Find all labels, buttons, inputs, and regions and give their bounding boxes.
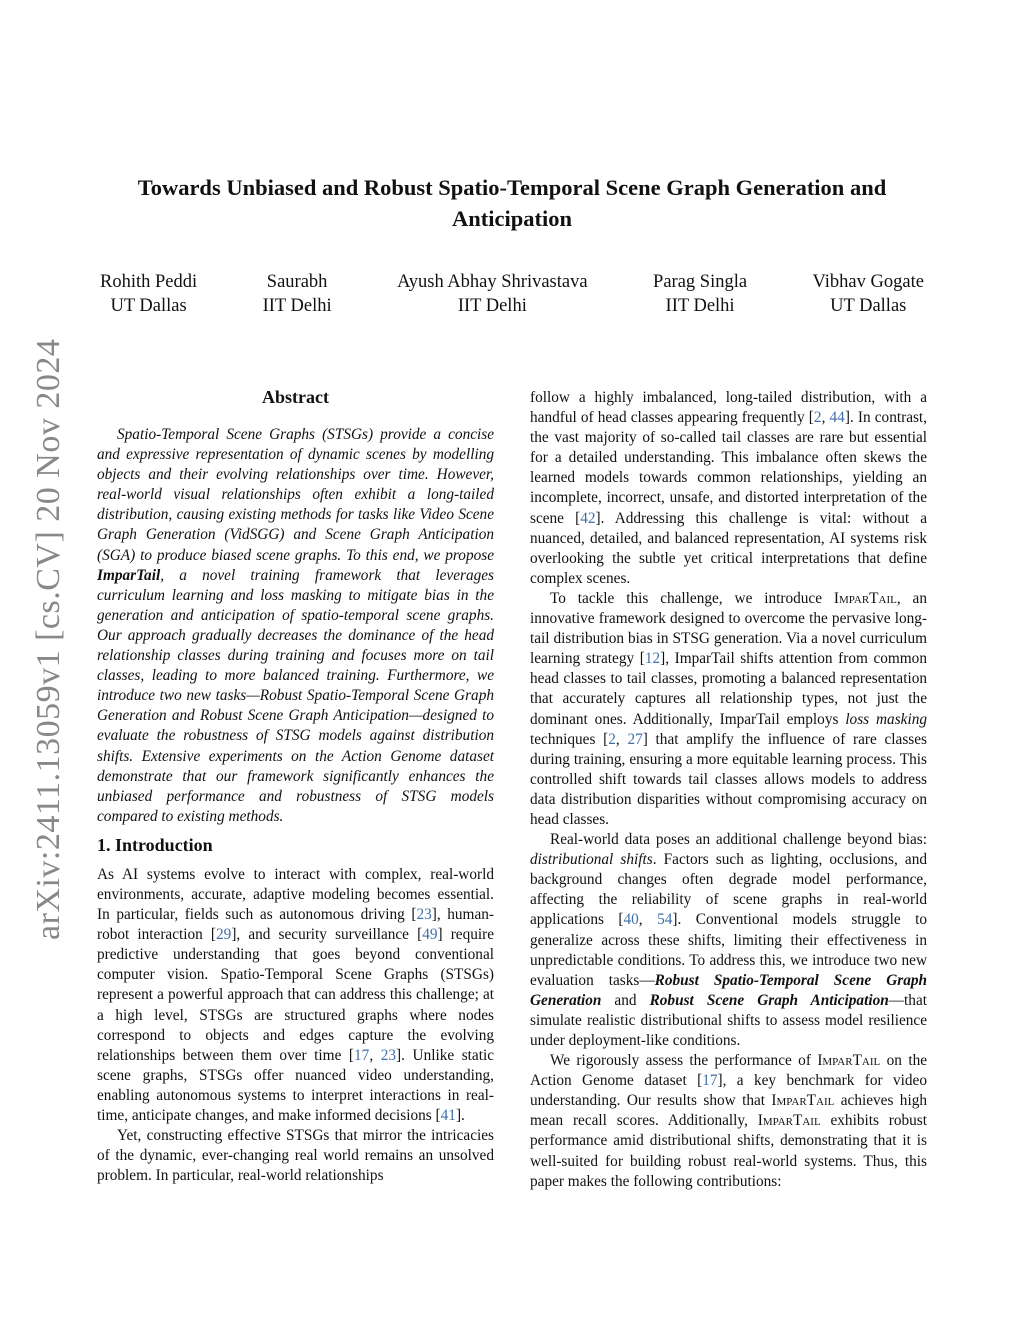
author-affiliation: UT Dallas	[110, 296, 187, 316]
author-name: Rohith Peddi	[100, 272, 198, 292]
author-name: Ayush Abhay Shrivastava	[397, 272, 588, 292]
citation-link[interactable]: 40	[623, 911, 639, 929]
citation-link[interactable]: 17	[354, 1046, 370, 1064]
author-block	[263, 270, 332, 318]
paragraph-text: . Factors such as lighting, occlusions, and background changes often degrade model performance, affecting the reliability of scene graphs in real-world applications [	[530, 851, 927, 929]
citation-link[interactable]: 2	[608, 730, 616, 748]
citation-link[interactable]: 41	[440, 1107, 456, 1124]
author-block	[100, 270, 197, 318]
emphasis-text: distributional shifts	[530, 851, 653, 869]
author-block	[397, 270, 587, 318]
paragraph-text: To tackle this challenge, we introduce	[550, 589, 834, 607]
method-name: ImparTail	[833, 589, 897, 607]
citation-link[interactable]: 27	[627, 730, 643, 748]
method-name: ImparTail	[97, 566, 161, 584]
method-name: ImparTail	[817, 1052, 881, 1070]
citation-link[interactable]: 44	[829, 409, 845, 427]
citation-link[interactable]: 42	[580, 509, 596, 527]
paragraph-text: ], and security surveillance [	[231, 926, 423, 944]
paragraph-text: techniques [	[530, 730, 609, 748]
abstract-text	[97, 425, 494, 827]
paragraph-text: ]. Addressing this challenge is vital: without a nuanced, detailed, and balanced representation, AI systems risk overlooking the subtle yet critical interpretations that define complex scenes.	[530, 509, 928, 587]
paragraph-text: achieves high mean recall scores. Additionally,	[530, 1092, 927, 1130]
author-name: Parag Singla	[653, 272, 748, 292]
paragraph-text: follow a highly imbalanced, long-tailed distribution, with a handful of head classes appearing frequently [	[530, 389, 927, 427]
abstract-heading: Abstract	[262, 387, 329, 407]
task-name: Robust Spatio-Temporal Scene Graph Generation	[530, 971, 927, 1009]
author-list	[100, 270, 924, 318]
method-name: ImparTail	[771, 1092, 835, 1110]
paragraph-text: and	[601, 991, 650, 1009]
paragraph-text: ], a key benchmark for video understanding. Our results show that	[530, 1072, 927, 1110]
author-block	[813, 270, 924, 318]
paragraph-text: ], human-robot interaction [	[97, 906, 494, 944]
citation-link[interactable]: 23	[380, 1046, 397, 1064]
paragraph-text: ,	[369, 1046, 381, 1064]
paragraph-text: ] require predictive understanding that goes beyond conventional computer vision. Spatio-Temporal Scene Graphs (STSGs) represent a powerful approach that can address this challenge; at a high level, STSGs are structured graphs where nodes correspond to objects and edges capture the evolving relationships between them over time [	[97, 926, 495, 1064]
paragraph-text: ]. Conventional models struggle to generalize across these shifts, limiting their effectiveness in unpredictable conditions. To address this, we introduce two new evaluation tasks—	[530, 911, 927, 989]
abstract-text-part: Spatio-Temporal Scene Graphs (STSGs) provide a concise and expressive representation of dynamic scenes by modelling objects and their evolving relationships over time. However, real-world visual relationships often exhibit a long-tailed distribution, causing existing methods for tasks like Video Scene Graph Generation (VidSGG) and Scene Graph Anticipation (SGA) to produce biased scene graphs. To this end, we propose	[97, 426, 494, 564]
paragraph-text: ,	[638, 911, 658, 929]
citation-link[interactable]: 49	[422, 926, 438, 944]
author-affiliation: IIT Delhi	[665, 296, 735, 316]
intro-paragraph	[97, 865, 494, 1126]
paragraph-text: ,	[821, 409, 830, 427]
emphasis-text: loss masking	[845, 710, 927, 728]
left-column	[97, 385, 494, 1186]
method-name: ImparTail	[757, 1112, 821, 1130]
arxiv-identifier-stamp: arXiv:2411.13059v1 [cs.CV] 20 Nov 2024	[30, 338, 67, 940]
paragraph-text: As AI systems evolve to interact with complex, real-world environments, accurate, adaptive modeling becomes essential. In particular, fields such as autonomous driving [	[97, 865, 494, 924]
paragraph-text: ]. Unlike static scene graphs, STSGs offer nuanced video understanding, enabling autonomous systems to interpret interactions in real-time, anticipate changes, and make informed decisions [	[97, 1046, 495, 1124]
paragraph-text: ], ImparTail shifts attention from common head classes to tail classes, promoting a balanced representation that accurately captures all relationship types, not just the dominant ones. Additionally, ImparTail employs	[530, 650, 927, 728]
paragraph-text: Real-world data poses an additional challenge beyond bias:	[550, 831, 927, 849]
author-name: Vibhav Gogate	[812, 272, 924, 292]
body-paragraph	[530, 388, 927, 589]
citation-link[interactable]: 29	[216, 926, 232, 944]
paragraph-text: ,	[615, 730, 628, 748]
author-name: Saurabh	[266, 272, 328, 292]
paragraph-text: We rigorously assess the performance of	[550, 1052, 818, 1070]
body-paragraph	[530, 830, 927, 1051]
paragraph-text: , an innovative framework designed to overcome the pervasive long-tail distribution bias in STSG generation. Via a novel curriculum learning strategy [	[530, 589, 927, 668]
body-paragraph	[530, 589, 927, 830]
paper-title: Towards Unbiased and Robust Spatio-Temporal Scene Graph Generation and Anticipation	[137, 175, 887, 231]
paragraph-text: exhibits robust performance amid distributional shifts, demonstrating that it is well-suited for building robust real-world systems. Thus, this paper makes the following contributions:	[530, 1112, 927, 1190]
author-affiliation: IIT Delhi	[262, 296, 332, 316]
author-affiliation: UT Dallas	[830, 296, 907, 316]
citation-link[interactable]: 23	[416, 906, 432, 924]
citation-link[interactable]: 54	[657, 911, 673, 929]
paragraph-text: ]. In contrast, the vast majority of so-called tail classes are rare but essential for a detailed understanding. This imbalance often skews the learned models towards common relationships, yielding an incomplete, incorrect, unsafe, and distorted interpretation of the scene [	[530, 409, 928, 527]
citation-link[interactable]: 17	[702, 1072, 718, 1090]
intro-paragraph: Yet, constructing effective STSGs that mirror the intricacies of the dynamic, ever-changing real world remains an unsolved problem. In particular, real-world relationships	[97, 1127, 494, 1185]
paragraph-text: on the Action Genome dataset [	[530, 1052, 928, 1090]
task-name: Robust Scene Graph Anticipation	[649, 991, 889, 1009]
citation-link[interactable]: 2	[813, 409, 822, 427]
paragraph-text: ].	[455, 1107, 465, 1124]
right-column	[530, 388, 927, 1192]
paragraph-text: —that simulate realistic distributional shifts to assess model resilience under deployment-like conditions.	[530, 991, 927, 1049]
citation-link[interactable]: 12	[644, 650, 661, 668]
paragraph-text: ] that amplify the influence of rare classes during training, ensuring a more equitable learning process. This controlled shift towards tail classes allows models to address data distribution disparities without compromising accuracy on head classes.	[530, 730, 927, 828]
body-paragraph	[530, 1051, 927, 1192]
section-heading: 1. Introduction	[97, 834, 213, 855]
abstract-text-part: , a novel training framework that leverages curriculum learning and loss masking to mitigate bias in the generation and anticipation of spatio-temporal scene graphs. Our approach gradually decreases the dominance of the head relationship classes during training and focuses more on tail classes, leading to more balanced training. Furthermore, we introduce two new tasks—Robust Spatio-Temporal Scene Graph Generation and Robust Scene Graph Anticipation—designed to evaluate the robustness of STSG models against distribution shifts. Extensive experiments on the Action Genome dataset demonstrate that our framework significantly enhances the unbiased performance and robustness of STSG models compared to existing methods.	[97, 566, 494, 825]
author-affiliation: IIT Delhi	[457, 296, 527, 316]
author-block	[653, 270, 747, 318]
